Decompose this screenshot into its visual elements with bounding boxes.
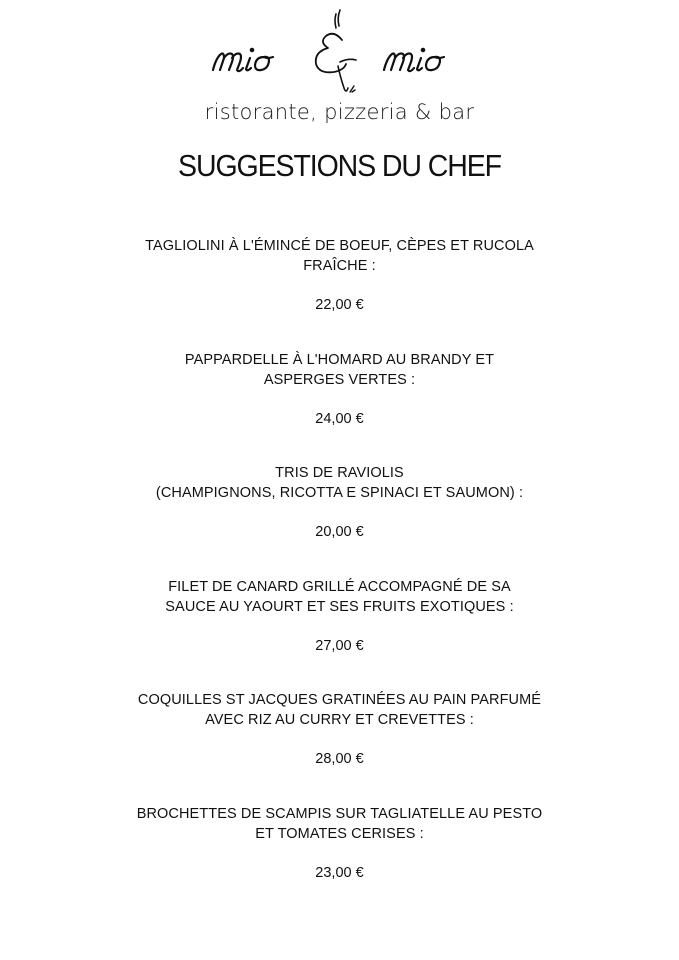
menu-item-name-line: (CHAMPIGNONS, RICOTTA E SPINACI ET SAUMON) : — [155, 485, 524, 502]
menu-item-name-line: PAPPARDELLE À L'HOMARD AU BRANDY ET — [184, 351, 495, 368]
menu-item-name — [130, 577, 550, 617]
menu-item-price: 28,00 € — [315, 751, 364, 768]
menu-item-name-line: BROCHETTES DE SCAMPIS SUR TAGLIATELLE AU PESTO — [136, 805, 543, 822]
menu-item-name-line: COQUILLES ST JACQUES GRATINÉES AU PAIN PARFUMÉ — [137, 692, 542, 709]
menu-item-price: 27,00 € — [315, 637, 364, 654]
menu-item-name-line: FRAÎCHE : — [303, 258, 376, 274]
menu-item-name-line: FILET DE CANARD GRILLÉ ACCOMPAGNÉ DE SA — [168, 578, 511, 595]
menu-item-price: 23,00 € — [315, 864, 364, 881]
menu-item — [0, 690, 679, 804]
menu-item — [0, 804, 679, 918]
menu-item — [0, 577, 679, 691]
page-title: SUGGESTIONS DU CHEF — [178, 148, 501, 183]
menu-item-name-line: TAGLIOLINI À L'ÉMINCÉ DE BOEUF, CÈPES ET RUCOLA — [145, 238, 534, 254]
menu-item-name — [110, 804, 570, 844]
menu-item — [0, 350, 679, 464]
menu-item-price: 20,00 € — [315, 524, 364, 541]
restaurant-logo — [0, 0, 679, 100]
menu-item-name-line: TRIS DE RAVIOLIS — [275, 465, 404, 482]
menu-item-name-line: AVEC RIZ AU CURRY ET CREVETTES : — [205, 712, 474, 729]
restaurant-tagline: ristorante, pizzeria & bar — [204, 100, 475, 124]
menu-item-name — [110, 690, 570, 730]
menu-item-name — [130, 350, 550, 390]
menu-item — [0, 236, 679, 350]
menu-item — [0, 463, 679, 577]
menu-item-name-line: ASPERGES VERTES : — [263, 371, 416, 388]
menu-item-price: 22,00 € — [315, 297, 364, 313]
menu-item-name — [110, 463, 570, 503]
menu-item-name-line: SAUCE AU YAOURT ET SES FRUITS EXOTIQUES : — [165, 598, 514, 615]
logo-script-icon — [0, 0, 679, 100]
menu-item-name-line: ET TOMATES CERISES : — [255, 825, 424, 842]
chef-suggestions-list — [0, 236, 679, 918]
menu-item-price: 24,00 € — [315, 410, 364, 427]
menu-item-name — [130, 236, 550, 276]
